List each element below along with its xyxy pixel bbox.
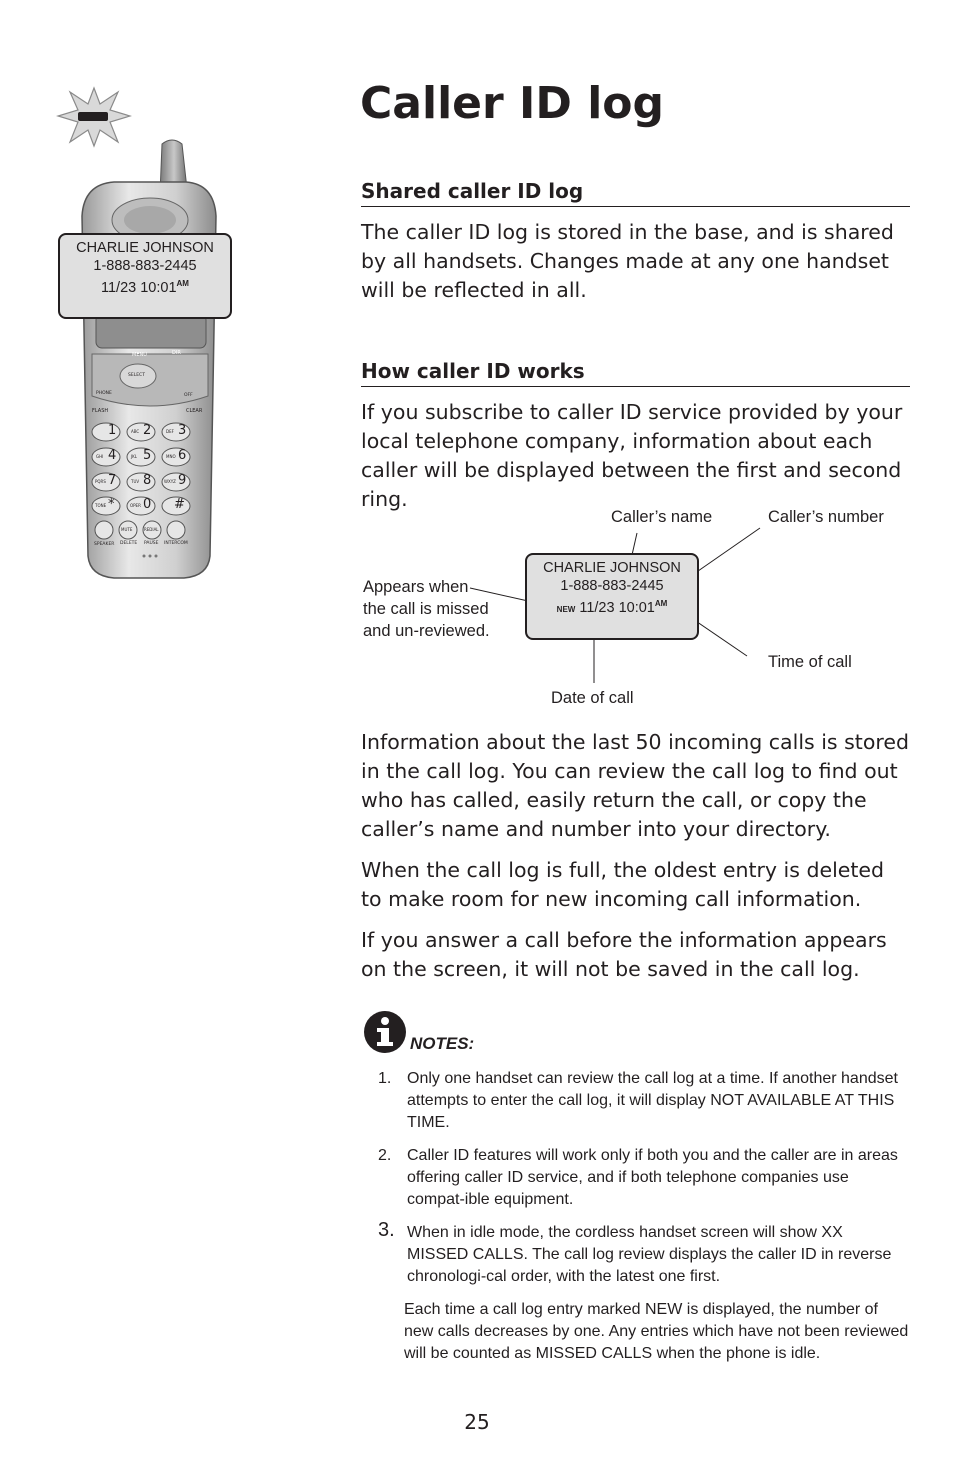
intercom-label: INTERCOM: [164, 541, 188, 546]
key-7: 7: [108, 473, 117, 488]
key-6: 6: [178, 448, 187, 463]
display-caller-number: 1-888-883-2445: [93, 258, 197, 274]
key-0: 0: [143, 497, 152, 512]
note-text: Only one handset can review the call log at a time. If another handset attempts to enter the call log, it will display NOT AVAILABLE AT THIS TIME.: [407, 1070, 898, 1131]
clear-key-label: CLEAR: [186, 408, 203, 414]
diagram-screen: [525, 553, 699, 640]
section-heading-shared: Shared caller ID log: [361, 179, 910, 207]
display-datetime: 11/23 10:01: [101, 279, 177, 296]
note-number: 3.: [378, 1219, 395, 1241]
paragraph-log-full: When the call log is full, the oldest entry is deleted to make room for new incoming call information.: [361, 858, 885, 911]
note-text: When in idle mode, the cordless handset screen will show XX MISSED CALLS. The call log review displays the caller ID in reverse chronologi-cal order, with the latest one first.: [407, 1224, 892, 1285]
display-caller-name: CHARLIE JOHNSON: [76, 240, 214, 256]
off-key-label: OFF: [184, 393, 193, 398]
paragraph-call-log-info: Information about the last 50 incoming calls is stored in the call log. You can review the call log to find out who has called, easily return the call, or copy the caller’s name and number into your directory.: [361, 730, 909, 841]
dir-key-label: DIR: [172, 350, 181, 356]
key-4-letters: GHI: [96, 454, 104, 459]
label-date-of-call: Date of call: [551, 689, 634, 707]
page-title: Caller ID log: [360, 78, 665, 129]
notes-list: [378, 1068, 908, 1368]
key-8-letters: TUV: [131, 479, 140, 484]
key-9: 9: [178, 473, 187, 488]
section-paragraph-shared: The caller ID log is stored in the base, and is shared by all handsets. Changes made at any one handset will be reflected in all.: [361, 220, 894, 302]
diagram-datetime-row: [527, 595, 697, 619]
key-3: 3: [178, 423, 187, 438]
key-6-letters: MNO: [166, 454, 176, 459]
key-star-letters: TONE: [95, 503, 107, 508]
note-text: Caller ID features will work only if both you and the caller are in areas offering caller ID service, and if both telephone companies use compat-ible equipment.: [407, 1147, 898, 1208]
label-time-of-call: Time of call: [768, 653, 852, 671]
label-callers-number: Caller’s number: [768, 508, 884, 526]
key-1: 1: [108, 423, 117, 438]
key-5-letters: JKL: [131, 454, 138, 459]
key-8: 8: [143, 473, 152, 488]
key-2-letters: ABC: [131, 429, 140, 434]
page-number: 25: [464, 1410, 490, 1434]
note-number: 1.: [378, 1070, 392, 1087]
info-icon: [363, 1010, 407, 1054]
key-2: 2: [143, 423, 152, 438]
pause-label: PAUSE: [144, 541, 159, 546]
section-heading-how: How caller ID works: [361, 359, 910, 387]
key-3-letters: DEF: [166, 429, 174, 434]
label-appears-when-line2: the call is missed: [363, 600, 489, 618]
key-hash: #: [174, 497, 185, 512]
display-ampm: AM: [176, 279, 189, 288]
key-7-letters: PQRS: [95, 479, 106, 484]
section-paragraph-how: If you subscribe to caller ID service provided by your local telephone company, information about each caller will be displayed between the first and second ring.: [361, 400, 903, 511]
diagram-caller-name: CHARLIE JOHNSON: [543, 560, 681, 576]
mute-key-label: MUTE: [121, 527, 133, 532]
flash-key-label: FLASH: [92, 408, 109, 414]
label-appears-when: [363, 576, 490, 642]
key-4: 4: [108, 448, 117, 463]
diagram-datetime: 11/23 10:01: [579, 599, 655, 616]
key-9-letters: WXYZ: [164, 479, 176, 484]
note-number: 2.: [378, 1147, 392, 1164]
label-appears-when-line3: and un-reviewed.: [363, 622, 490, 640]
menu-key-label: MENU: [132, 352, 147, 358]
phone-key-label: PHONE: [96, 391, 112, 396]
delete-label: DELETE: [120, 541, 138, 546]
diagram-ampm: AM: [654, 599, 668, 608]
label-appears-when-line1: Appears when: [363, 578, 469, 596]
label-callers-name: Caller’s name: [611, 508, 713, 526]
speaker-label: SPEAKER: [94, 542, 115, 547]
select-key-label: SELECT: [128, 373, 145, 378]
key-0-letters: OPER: [130, 503, 141, 508]
new-flag: NEW: [556, 604, 576, 614]
key-star: *: [108, 497, 115, 512]
key-5: 5: [143, 448, 152, 463]
redial-key-label: REDIAL: [144, 527, 159, 532]
notes-heading: NOTES:: [410, 1034, 475, 1053]
note-extra-text: Each time a call log entry marked NEW is displayed, the number of new calls decreases by one. Any entries which have not been reviewed will be counted as MISSED CALLS when the phone is idle.: [404, 1301, 909, 1362]
paragraph-answer-before: If you answer a call before the information appears on the screen, it will not be saved in the call log.: [361, 928, 887, 981]
diagram-caller-number: 1-888-883-2445: [560, 578, 664, 594]
